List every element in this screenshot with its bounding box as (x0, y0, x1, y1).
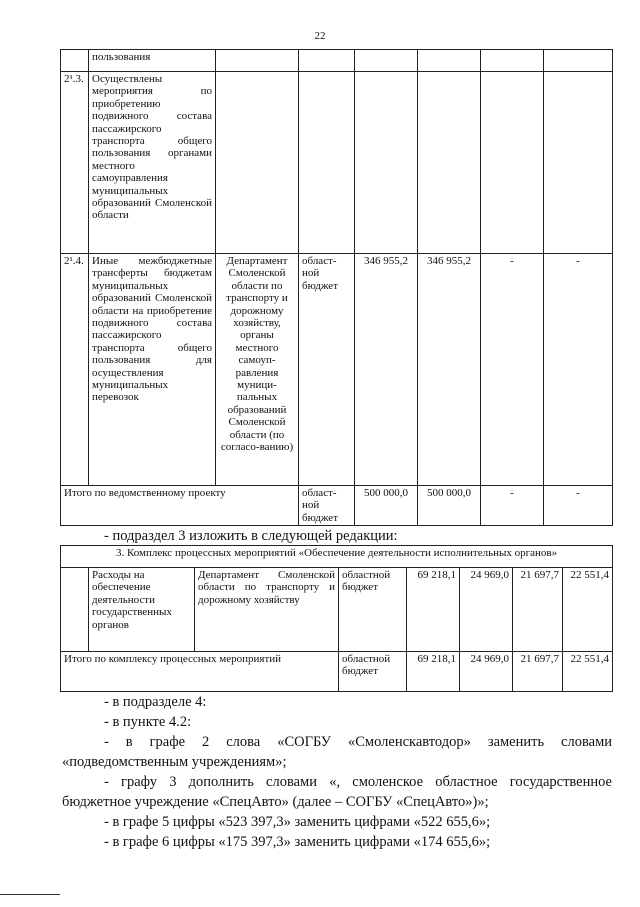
complex-header: 3. Комплекс процессных мероприятий «Обеспечение деятельности исполнительных органов» (61, 546, 613, 568)
total-label: Итого по комплексу процессных мероприятий (61, 652, 339, 692)
paragraph: - в пункте 4.2: (104, 714, 192, 730)
row-value-4: 22 551,4 (563, 568, 613, 652)
row-executor: Департамент Смоленской области по транспорту и дорожному хозяйству (195, 568, 339, 652)
total-value-3: - (481, 486, 544, 526)
total-value-2: 500 000,0 (418, 486, 481, 526)
row-value-4 (544, 50, 613, 72)
total-value-1: 69 218,1 (407, 652, 460, 692)
row-number: 2¹.4. (61, 254, 89, 486)
total-value-1: 500 000,0 (355, 486, 418, 526)
total-value-4: - (544, 486, 613, 526)
paragraph: - графу 3 дополнить словами «, смоленское областное государственное бюджетное учреждение «СпецАвто» (далее – СОГБУ «СпецАвто»)»; (62, 774, 612, 810)
budget-table-project (60, 49, 613, 526)
row-value-1 (355, 72, 418, 254)
row-value-3: 21 697,7 (513, 568, 563, 652)
row-value-3 (481, 50, 544, 72)
table-header-row (61, 546, 613, 568)
table-row (61, 50, 613, 72)
row-value-2: 346 955,2 (418, 254, 481, 486)
row-value-2 (418, 72, 481, 254)
row-name: Расходы на обеспечение деятельности государственных органов (89, 568, 195, 652)
paragraph: - в графе 2 слова «СОГБУ «Смоленскавтодор» заменить словами «подведомственным учреждениям»; (62, 734, 612, 770)
row-value-4: - (544, 254, 613, 486)
table-row (61, 254, 613, 486)
paragraph: - в графе 6 цифры «175 397,3» заменить цифрами «174 655,6»; (104, 834, 491, 850)
row-executor (216, 50, 299, 72)
total-label: Итого по ведомственному проекту (61, 486, 299, 526)
paragraph: - в графе 5 цифры «523 397,3» заменить цифрами «522 655,6»; (104, 814, 491, 830)
table-total-row (61, 486, 613, 526)
table-row (61, 568, 613, 652)
row-value-3: - (481, 254, 544, 486)
paragraph: - в подразделе 4: (104, 694, 207, 710)
table-row (61, 72, 613, 254)
total-value-2: 24 969,0 (460, 652, 513, 692)
budget-table-complex (60, 545, 613, 692)
row-executor: Департамент Смоленской области по транспорту и дорожному хозяйству, органы местного самоуп-равления муници-пальных образований Смоленской области (по согласо-ванию) (216, 254, 299, 486)
row-source: областной бюджет (339, 568, 407, 652)
row-value-1 (355, 50, 418, 72)
row-value-2: 24 969,0 (460, 568, 513, 652)
row-number (61, 50, 89, 72)
row-source (299, 72, 355, 254)
row-value-1: 346 955,2 (355, 254, 418, 486)
total-value-4: 22 551,4 (563, 652, 613, 692)
row-value-3 (481, 72, 544, 254)
row-value-2 (418, 50, 481, 72)
total-source: областной бюджет (339, 652, 407, 692)
footnote-separator (0, 894, 60, 895)
row-value-1: 69 218,1 (407, 568, 460, 652)
total-value-3: 21 697,7 (513, 652, 563, 692)
page-number: 22 (314, 30, 326, 42)
table-total-row (61, 652, 613, 692)
row-number (61, 568, 89, 652)
row-number: 2¹.3. (61, 72, 89, 254)
row-source (299, 50, 355, 72)
row-value-4 (544, 72, 613, 254)
row-name: Иные межбюджетные трансферты бюджетам муниципальных образований Смоленской области на приобретение подвижного состава пассажирского транспорта общего пользования для осуществления муниципальных перевозок (89, 254, 216, 486)
section-caption: - подраздел 3 изложить в следующей редакции: (104, 528, 398, 544)
total-source: област-ной бюджет (299, 486, 355, 526)
row-source: област-ной бюджет (299, 254, 355, 486)
row-name: пользования (89, 50, 216, 72)
row-executor (216, 72, 299, 254)
row-name: Осуществлены мероприятия по приобретению подвижного состава пассажирского транспорта общего пользования органами местного самоуправления муниципальных образований Смоленской области (89, 72, 216, 254)
